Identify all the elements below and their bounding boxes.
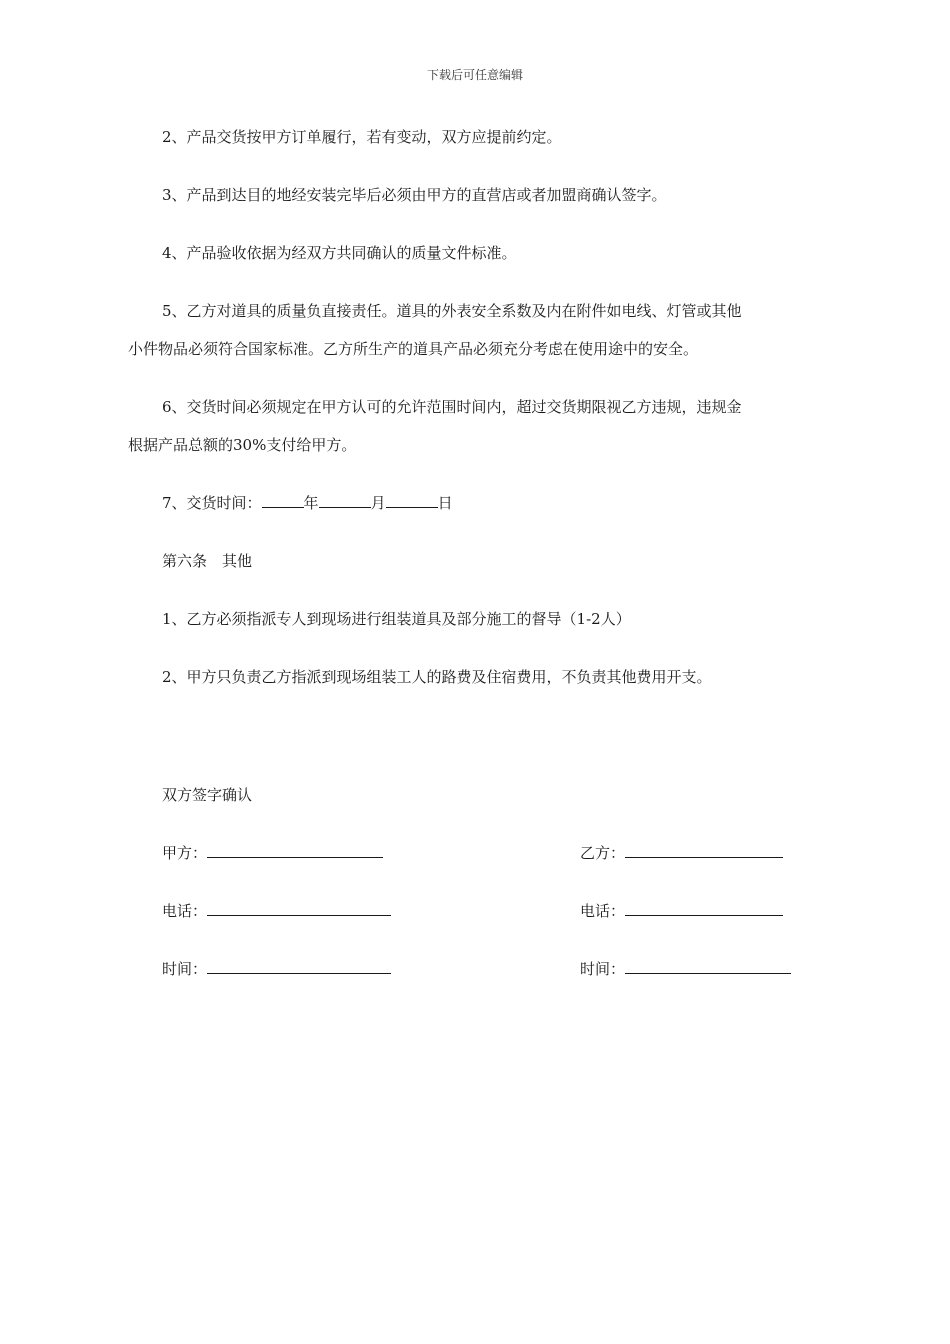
- party-a-label: 甲方：: [162, 844, 208, 862]
- time-a-line: [207, 959, 391, 974]
- party-b-label: 乙方：: [580, 844, 626, 862]
- clause-6-line-2: 根据产品总额的30%支付给甲方。: [128, 436, 357, 454]
- clause-5-line-2: 小件物品必须符合国家标准。乙方所生产的道具产品必须充分考虑在使用途中的安全。: [128, 340, 699, 358]
- time-b-line: [625, 959, 791, 974]
- clause-7: [128, 484, 818, 522]
- phone-b-label: 电话：: [580, 902, 626, 920]
- day-blank: [386, 493, 438, 508]
- clause-7-prefix: 7、交货时间：: [162, 494, 262, 512]
- phone-a-label: 电话：: [162, 902, 208, 920]
- phone-a-line: [207, 901, 391, 916]
- party-b-field: [580, 842, 783, 863]
- article-6-title: 第六条 其他: [162, 552, 253, 570]
- clause-6-line-1: 6、交货时间必须规定在甲方认可的允许范围时间内，超过交货期限视乙方违规，违规金: [162, 398, 742, 416]
- phone-b-field: [580, 900, 783, 921]
- year-blank: [262, 493, 304, 508]
- time-a-field: [162, 958, 391, 979]
- clause-4: 4、产品验收依据为经双方共同确认的质量文件标准。: [162, 244, 517, 262]
- time-b-field: [580, 958, 791, 979]
- party-a-line: [207, 843, 383, 858]
- time-b-label: 时间：: [580, 960, 626, 978]
- day-label: 日: [437, 494, 453, 512]
- article-6-item-2: 2、甲方只负责乙方指派到现场组装工人的路费及住宿费用，不负责其他费用开支。: [162, 668, 712, 686]
- year-label: 年: [303, 494, 319, 512]
- clause-5-line-1: 5、乙方对道具的质量负直接责任。道具的外表安全系数及内在附件如电线、灯管或其他: [162, 302, 742, 320]
- party-a-field: [162, 842, 383, 863]
- phone-b-line: [625, 901, 783, 916]
- signature-title: 双方签字确认: [162, 786, 253, 804]
- month-blank: [319, 493, 371, 508]
- time-a-label: 时间：: [162, 960, 208, 978]
- phone-a-field: [162, 900, 391, 921]
- clause-3: 3、产品到达目的地经安装完毕后必须由甲方的直营店或者加盟商确认签字。: [162, 186, 667, 204]
- month-label: 月: [370, 494, 386, 512]
- clause-2: 2、产品交货按甲方订单履行，若有变动，双方应提前约定。: [162, 128, 562, 146]
- page-header: 下载后可任意编辑: [426, 68, 523, 82]
- party-b-line: [625, 843, 783, 858]
- article-6-item-1: 1、乙方必须指派专人到现场进行组装道具及部分施工的督导（1-2人）: [162, 610, 631, 628]
